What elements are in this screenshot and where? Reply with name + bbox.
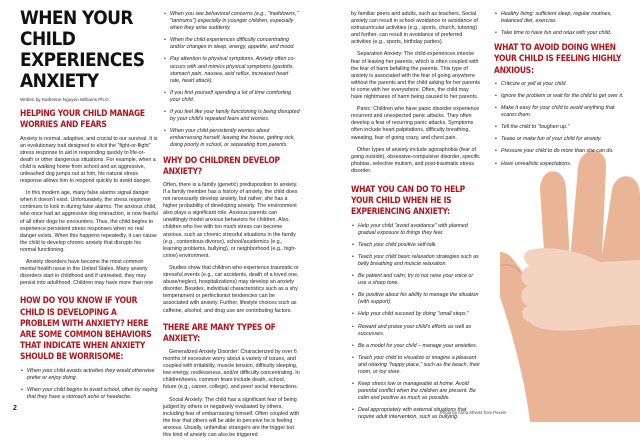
list-item: • Teach your child to visualize or imagine a pleasant and relaxing "happy place," such as the beach, their room, or toy store.	[358, 355, 481, 376]
list-item: • When the child experiences difficulty concentrating and/or changes in sleep, energy, appetite, and mood.	[170, 37, 300, 51]
heading-avoid: WHAT TO AVOID DOING WHEN YOUR CHILD IS FEELING HIGHLY ANXIOUS:	[494, 43, 622, 76]
list-item: • Have unrealistic expectations.	[501, 161, 624, 168]
list-item: • Tease or make fun of your child for anxiety.	[501, 136, 624, 143]
heading-why: WHY DO CHILDREN DEVELOP ANXIETY?	[163, 155, 280, 177]
list-item: • If you feel like your family functioning is being disrupted by your child's repeated fears and worries.	[170, 109, 300, 123]
help-list	[351, 223, 481, 422]
list-item: • Reward and praise your child's efforts as well as successes.	[358, 324, 481, 338]
article-title	[20, 8, 147, 92]
list-item: • Ignore the problem or wait for the child to get over it.	[501, 93, 624, 100]
paragraph: Social Anxiety: The child has a significant fear of being judged by others or negatively evaluated by others, including fear of embarrassing himself. Often coupled with the fear that others will be able to perceive he is feeling anxious. Usually, unfamiliar strangers are the trigger but this kind of anxiety can also be triggered	[163, 396, 300, 439]
heading-how-know: HOW DO YOU KNOW IF YOUR CHILD IS DEVELOPING A PROBLEM WITH ANXIETY? HERE ARE SOME COMMON BEHAVIORS THAT INDICATE WHEN ANXIETY SHOULD BE WORRISOME:	[20, 296, 152, 363]
title-line: EXPERIENCES	[20, 50, 145, 71]
paragraph: In this modern age, many false alarms signal danger when it doesn't exist. Unfortunately, the stress response continues to kick in during false alarms. The anxious child, who once had an aggressive dog interaction, is now fearful of all other dogs he encounters. Thus, the child begins to experience persistent stress responses when no real danger exists. When this happens repeatedly, it can cause the child to develop chronic anxiety that disrupts his normal functioning.	[20, 190, 158, 253]
list-item: • Tell the child to "toughen up."	[501, 124, 624, 131]
list-item: • Be a model for your child – manage your anxieties.	[358, 343, 481, 350]
paragraph: Generalized Anxiety Disorder: Characterized by over 6 months of excessive worry about a variety of issues, and coupled with irritability, muscle tension, difficulty sleeping, low energy, restlessness, and/or difficulty concentrating. In children/teens, common fears include death, school, future (e.g., career, college), and peer/ social interactions.	[163, 349, 300, 391]
list-item: • When your child begins to avoid school, often by saying that they have a stomach ache or headache.	[27, 387, 158, 401]
list-item: • Healthy living: sufficient sleep, regular routines, balanced diet, exercise.	[501, 11, 624, 25]
paragraph: Panic: Children who have panic disorder experience recurrent and unexpected panic attacks. They often develop a fear of recurring panic attacks. Symptoms often include heart palpitations, difficulty breathing, sweating, fear of going crazy, and chest pain.	[351, 106, 480, 141]
list-item: • Be positive about his ability to manage the situation (with support).	[358, 292, 481, 306]
worrisome-behaviors-list-continued	[163, 11, 300, 150]
list-item: • Teach your child positive self-talk.	[358, 242, 481, 249]
list-item: • Deal appropriately with external situations that require adult intervention, such as bullying.	[358, 407, 481, 421]
list-item: • When you see behavioral concerns (e.g., "meltdowns," "tantrums") especially in younger children, especially when they arise suddenly.	[170, 11, 300, 32]
list-item: • Criticize or yell at your child.	[501, 81, 624, 88]
list-item: • If you find yourself spending a lot of time comforting your child.	[170, 90, 300, 104]
paragraph: Studies show that children who experience traumatic or stressful events (e.g., car accidents, death of a loved one, abuse/neglect, hospitalizations) may develop an anxiety disorder. Besides, individual characteristics such as a shy temperament or perfectionist tendencies can be associated with anxiety. Further, lifestyle choices such as caffeine, alcohol, and drug use are contributing factors.	[163, 264, 299, 314]
paragraph: Anxiety is normal, adaptive, and crucial to our survival. It is an evolutionary trait designed to elicit the "fight-or-flight" stress response to aid in responding quickly to life-or-death or other dangerous situations. For example, when a child is walking home from school and an aggressive, unleashed dog jumps out at him, his natural stress response allows him to respond quickly to avoid danger.	[20, 135, 158, 185]
paragraph: Other types of anxiety include agoraphobia (fear of going outside), obsessive-compulsive disorder, specific phobias, selective mutism, and post-traumatic stress disorder.	[351, 146, 480, 174]
list-item: • Pressure your child to do more than she can do.	[501, 148, 624, 155]
title-line: WHEN YOUR	[20, 8, 133, 29]
list-item: • When your child persistently worries about embarrassing herself, leaving the house, getting sick, doing poorly in school, or separating from parents.	[170, 128, 300, 149]
list-item: • Teach your child basic relaxation strategies such as belly breathing and muscle relaxation.	[358, 254, 481, 268]
title-line: ANXIETY	[20, 71, 99, 92]
column-2	[163, 11, 300, 444]
photo-credit: Photo by Anna Shvets from Pexels	[440, 410, 507, 415]
byline: Written by Katherine Nguyen Williams Ph.D.	[20, 97, 110, 102]
paragraph: by familiar peers and adults, such as teachers. Social anxiety can result in school avoidance or avoidance of extracurricular activities (e.g., sports, church, tutoring) and further, can result in avoidance of preferred activities (e.g., sports, birthday parties).	[351, 11, 478, 46]
avoid-list	[494, 81, 624, 168]
column-1	[20, 0, 158, 406]
heading-help: WHAT YOU CAN DO TO HELP YOUR CHILD WHEN HE IS EXPERIENCING ANXIETY:	[351, 184, 465, 218]
paragraph: Often, there is a family (genetic) predisposition to anxiety. If a family member has a history of anxiety, the child does not necessarily develop anxiety, but rather, she has a higher probability of developing anxiety. The environment also plays a significant role. Anxious parents can unwittingly model anxious behaviors for children. Also, children who live with too much stress can become anxious, such as chronic stressful situations in the family (e.g., contentious divorce), school/academics (e.g., learning problems, bullying), or neighborhood (e.g., high-crime) environment.	[163, 181, 298, 259]
title-line: CHILD	[20, 29, 76, 50]
paragraph: Separation Anxiety: The child experiences intense fear of leaving her parents, which is often coupled with the fear of harm befalling the parents. This type of anxiety is associated with the fear of going anywhere without the parents and the child asking for her parents to come with her everywhere. Often, the child may have nightmares of harm being caused to her parents.	[351, 51, 480, 101]
list-item: • Make it easy for your child to avoid anything that scares them.	[501, 105, 624, 119]
list-item: • When your child avoids activities they would otherwise prefer or enjoy doing.	[27, 368, 158, 382]
hands-photo	[500, 150, 640, 422]
heading-helping: HELPING YOUR CHILD MANAGE WORRIES AND FEARS	[20, 109, 145, 131]
list-item: • Keep stress low or manageable at home. Avoid parental conflict when the children are present. Be calm and positive as much as possible.	[358, 381, 481, 402]
paragraph: Anxiety disorders have become the most common mental health issue in the United States. Many anxiety disorders start in childhood and if untreated, they may persist into adulthood. Children may have more than one	[20, 259, 154, 287]
list-item: • Be patient and calm; try to not raise your voice or use a sharp tone.	[358, 273, 481, 287]
worrisome-behaviors-list	[20, 368, 158, 401]
list-item: • Take time to have fun and relax with your child.	[501, 30, 624, 37]
page-number: 2	[13, 405, 17, 412]
list-item: • Pay attention to physical symptoms. Anxiety often co-occurs with and mimics physical symptoms (gastritis, stomach pain, nausea, acid reflux, increased heart rate, heart attack).	[170, 56, 300, 84]
column-3	[351, 11, 481, 427]
list-item: • Help your child succeed by doing "small steps."	[358, 311, 481, 318]
help-list-continued	[494, 11, 624, 37]
column-4	[494, 11, 624, 173]
list-item: • Help your child "avoid avoidance" with planned gradual exposure to things they fear.	[358, 223, 481, 237]
heading-types: THERE ARE MANY TYPES OF ANXIETY:	[163, 322, 276, 344]
